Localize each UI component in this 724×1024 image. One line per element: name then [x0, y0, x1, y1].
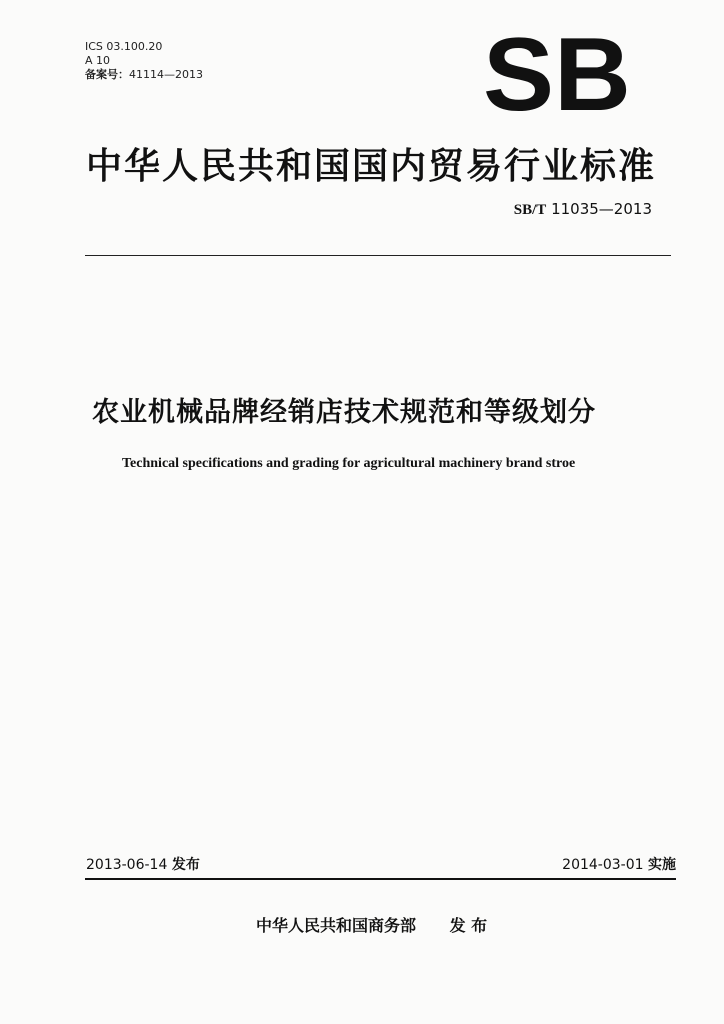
- logo-text: SB: [483, 30, 631, 122]
- implementation-date-value: 2014-03-01: [562, 857, 644, 873]
- issue-date: [86, 854, 200, 874]
- footer-divider: [85, 878, 676, 880]
- implementation-date-label: 实施: [648, 857, 676, 873]
- ics-code: ICS 03.100.20: [85, 40, 163, 53]
- classification-block: [85, 40, 203, 82]
- document-title-chinese: 农业机械品牌经销店技术规范和等级划分: [92, 397, 596, 428]
- sb-logo: [482, 30, 632, 122]
- publisher-action: 发 布: [449, 916, 488, 935]
- record-number: 41114—2013: [129, 68, 203, 81]
- issue-date-label: 发布: [171, 857, 200, 873]
- ccs-code: A 10: [85, 54, 111, 67]
- record-line: [85, 68, 203, 82]
- header-divider: [85, 255, 671, 256]
- publisher-name: 中华人民共和国商务部: [256, 916, 417, 935]
- standard-category-title: 中华人民共和国国内贸易行业标准: [86, 146, 657, 187]
- standard-number-prefix: SB/T: [513, 202, 547, 218]
- standard-number: [514, 200, 652, 219]
- issue-date-value: 2013-06-14: [86, 857, 168, 873]
- publisher-line: [256, 913, 487, 936]
- standard-number-value: 11035—2013: [551, 200, 652, 218]
- document-title-english: Technical specifications and grading for agricultural machinery brand stroe: [122, 456, 576, 471]
- record-label: 备案号：: [85, 68, 129, 81]
- implementation-date: [562, 854, 676, 874]
